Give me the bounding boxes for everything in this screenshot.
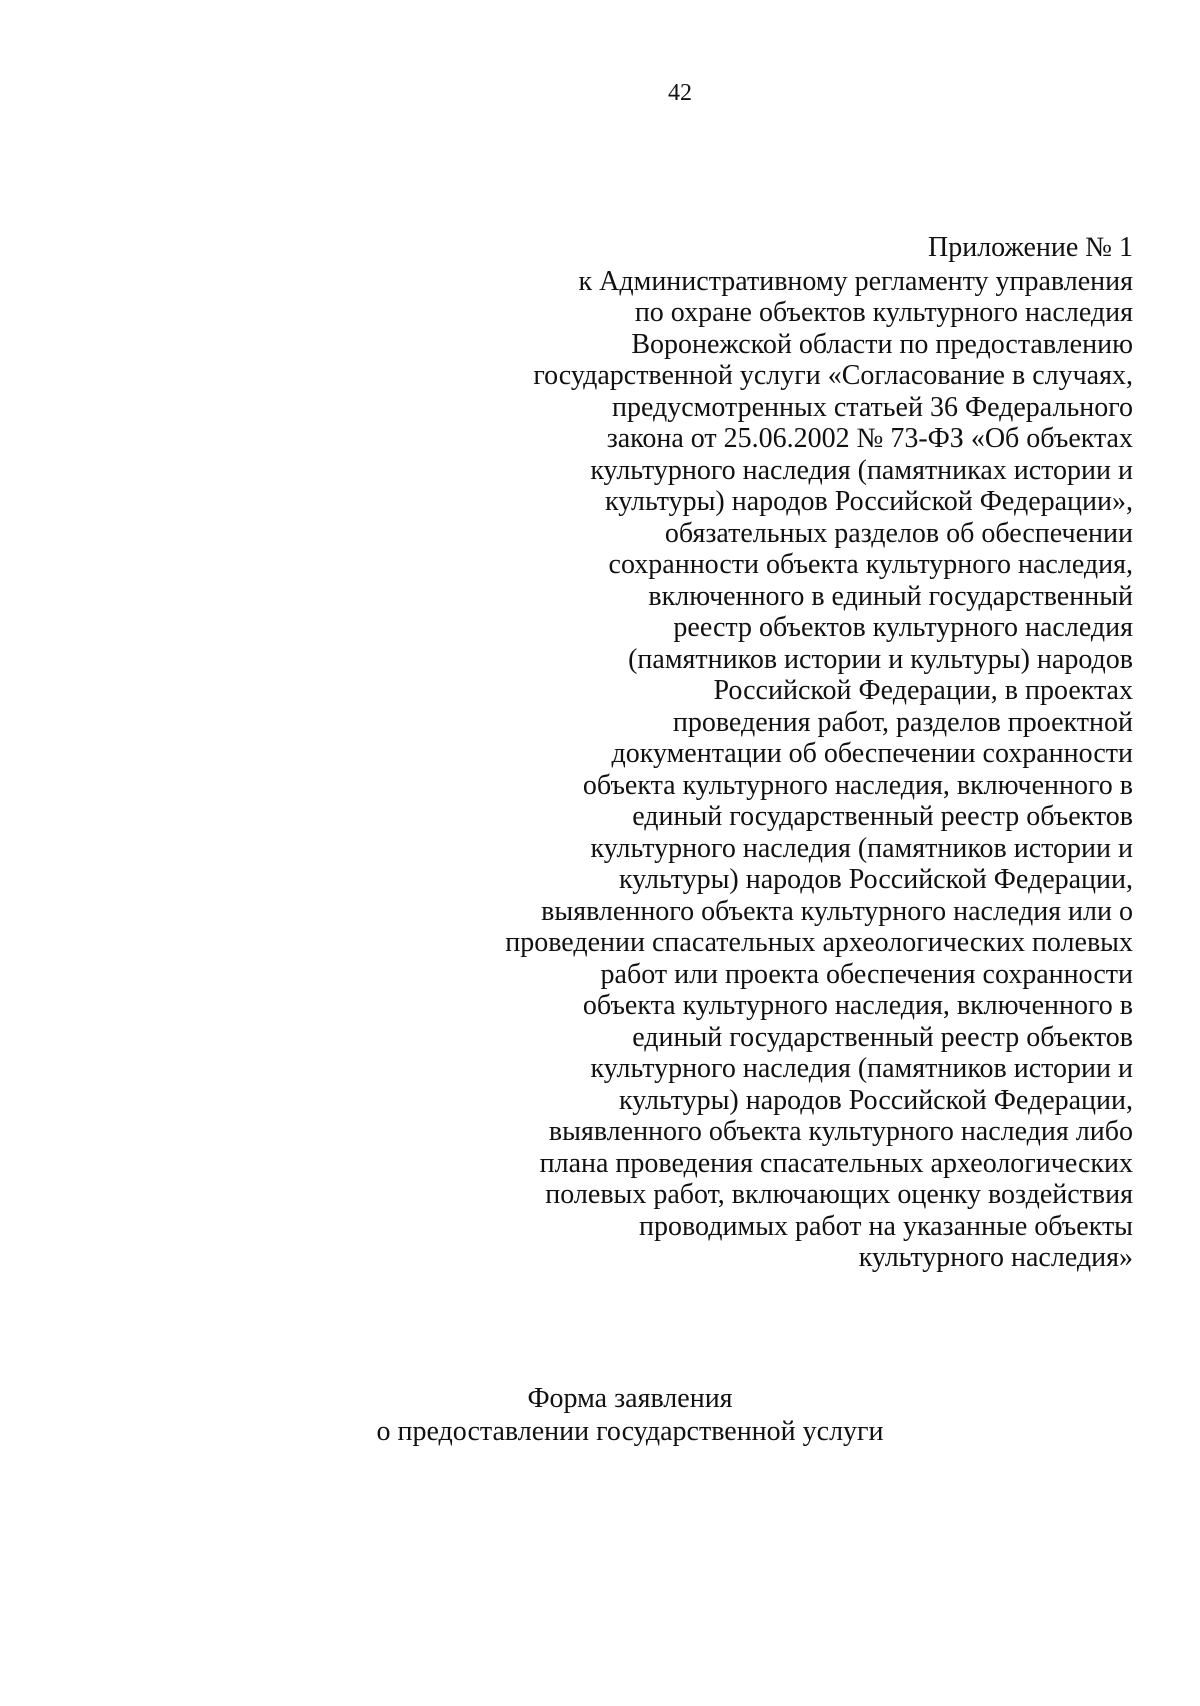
appendix-line: объекта культурного наследия, включенного в	[582, 990, 1133, 1021]
appendix-line: объекта культурного наследия, включенного в	[582, 769, 1133, 801]
appendix-line: закона от 25.06.2002 № 73-ФЗ «Об объектах	[606, 423, 1133, 454]
appendix-line: культуры) народов Российской Федерации,	[619, 1084, 1133, 1116]
appendix-line: к Административному регламенту управления	[578, 265, 1133, 297]
appendix-line: реестр объектов культурного наследия	[673, 612, 1133, 643]
appendix-line: документации об обеспечении сохранности	[611, 738, 1133, 769]
appendix-line: культурного наследия (памятников истории и	[590, 832, 1133, 864]
appendix-title: Приложение № 1	[928, 232, 1133, 263]
appendix-line: выявленного объекта культурного наследия либо	[548, 1116, 1133, 1147]
appendix-line: сохранности объекта культурного наследия,	[608, 549, 1133, 580]
appendix-line: плана проведения спасательных археологических	[539, 1147, 1133, 1179]
appendix-header	[473, 232, 1133, 1274]
appendix-line: проведении спасательных археологических полевых	[505, 927, 1133, 958]
form-heading-title: Форма заявления	[527, 1383, 733, 1414]
form-heading	[0, 1382, 1200, 1448]
appendix-line: проводимых работ на указанные объекты	[639, 1210, 1133, 1242]
appendix-line: включенного в единый государственный	[648, 580, 1133, 612]
appendix-line: единый государственный реестр объектов	[632, 801, 1133, 832]
appendix-line: обязательных разделов об обеспечении	[664, 517, 1133, 549]
appendix-line: культуры) народов Российской Федерации,	[619, 864, 1133, 895]
form-heading-subtitle: о предоставлении государственной услуги	[376, 1416, 884, 1447]
appendix-line: единый государственный реестр объектов	[632, 1021, 1133, 1053]
appendix-line: Воронежской области по предоставлению	[631, 328, 1133, 360]
appendix-line: выявленного объекта культурного наследия или о	[541, 895, 1133, 927]
appendix-line: работ или проекта обеспечения сохранности	[600, 958, 1133, 990]
appendix-line: по охране объектов культурного наследия	[634, 297, 1133, 328]
appendix-line: культуры) народов Российской Федерации»,	[605, 486, 1133, 517]
appendix-line: проведения работ, разделов проектной	[672, 706, 1133, 738]
appendix-line: (памятников истории и культуры) народов	[628, 643, 1133, 675]
appendix-line: государственной услуги «Согласование в случаях,	[533, 360, 1133, 391]
page-number: 42	[668, 80, 692, 106]
appendix-line: предусмотренных статьей 36 Федерального	[611, 391, 1133, 423]
appendix-line: Российской Федерации, в проектах	[713, 675, 1133, 706]
appendix-line: полевых работ, включающих оценку воздействия	[545, 1179, 1133, 1210]
appendix-line: культурного наследия»	[858, 1242, 1133, 1273]
appendix-line: культурного наследия (памятниках истории и	[590, 454, 1133, 486]
appendix-line: культурного наследия (памятников истории и	[590, 1053, 1133, 1084]
